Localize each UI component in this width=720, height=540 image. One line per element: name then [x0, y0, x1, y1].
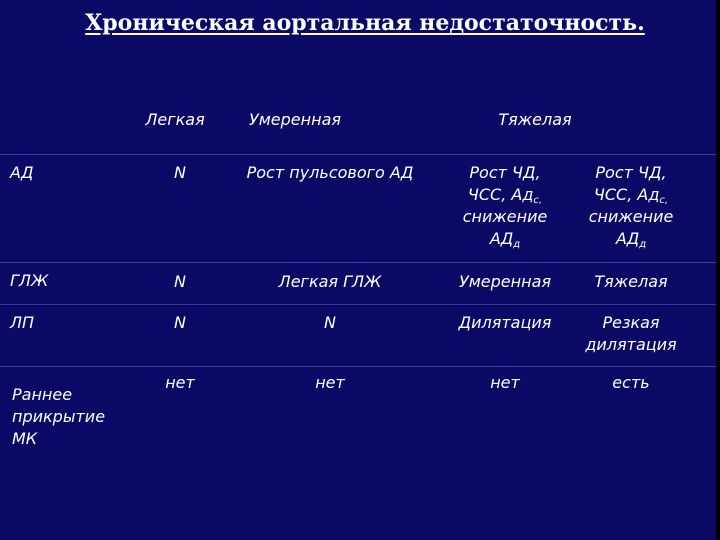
row-label-glzh: ГЛЖ	[10, 271, 49, 290]
cell-ad-mild: N	[174, 163, 186, 182]
cell-text: ЧСС, Ад	[593, 185, 660, 204]
column-header-mild: Легкая	[145, 110, 205, 129]
cell-mk-moderate: нет	[315, 373, 345, 392]
cell-mk-severe-1: нет	[490, 373, 520, 392]
cell-line: снижение	[588, 207, 674, 226]
subscript: д	[639, 239, 647, 250]
cell-line: дилятация	[585, 335, 677, 354]
cell-glzh-severe-2: Тяжелая	[594, 272, 668, 291]
subscript: д	[513, 239, 521, 250]
cell-ad-severe-1	[440, 162, 570, 250]
row-label-line: Раннее	[12, 385, 73, 404]
row-divider	[0, 154, 716, 155]
row-divider	[0, 366, 716, 367]
cell-line	[566, 228, 696, 250]
cell-text: ЧСС, Ад	[467, 185, 534, 204]
cell-mk-mild: нет	[165, 373, 195, 392]
subscript: с,	[533, 195, 543, 206]
row-divider	[0, 304, 716, 305]
cell-text: АД	[489, 229, 514, 248]
cell-line	[566, 184, 696, 206]
row-label-mk-closure	[12, 384, 105, 450]
cell-line	[440, 184, 570, 206]
cell-glzh-moderate: Легкая ГЛЖ	[278, 272, 382, 291]
cell-line	[440, 228, 570, 250]
column-header-severe: Тяжелая	[498, 110, 572, 129]
row-divider	[0, 262, 716, 263]
row-label-lp: ЛП	[10, 313, 35, 332]
slide-title: Хроническая аортальная недостаточность.	[85, 10, 645, 36]
cell-line: Рост ЧД,	[595, 163, 667, 182]
cell-glzh-severe-1: Умеренная	[458, 272, 551, 291]
cell-lp-severe-1: Дилятация	[458, 313, 552, 332]
cell-ad-severe-2	[566, 162, 696, 250]
cell-lp-severe-2	[566, 312, 696, 356]
cell-lp-moderate: N	[324, 313, 336, 332]
cell-text: АД	[615, 229, 640, 248]
row-label-line: прикрытие	[12, 407, 106, 426]
cell-lp-mild: N	[174, 313, 186, 332]
cell-line: Рост ЧД,	[469, 163, 541, 182]
cell-glzh-mild: N	[174, 272, 186, 291]
cell-line: снижение	[462, 207, 548, 226]
cell-line: Резкая	[602, 313, 660, 332]
subscript: с,	[659, 195, 669, 206]
row-label-line: МК	[12, 429, 38, 448]
column-header-moderate: Умеренная	[248, 110, 341, 129]
cell-ad-moderate: Рост пульсового АД	[246, 163, 414, 182]
cell-mk-severe-2: есть	[612, 373, 650, 392]
row-label-ad: АД	[10, 163, 34, 182]
